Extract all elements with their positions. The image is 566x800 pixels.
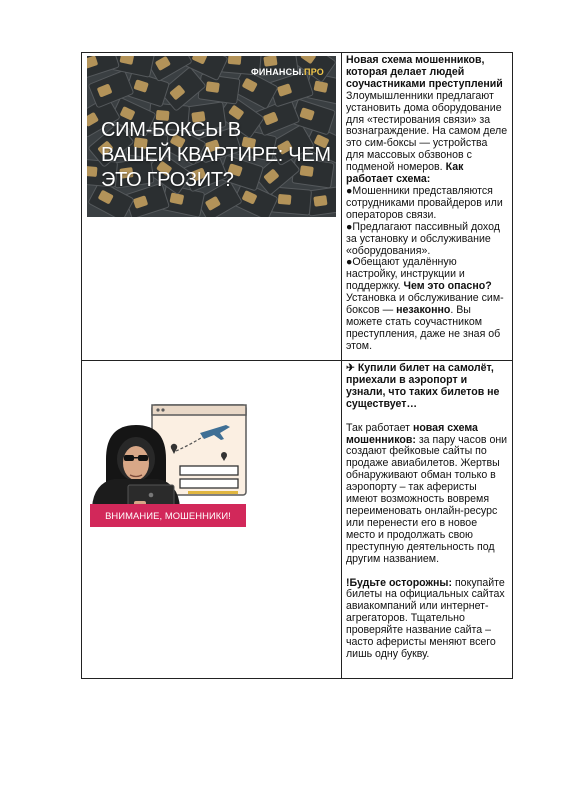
table-row (82, 53, 513, 361)
bullet-item: ●Обещают удалённую настройку, инструкции и поддержку. (346, 256, 465, 293)
sim-chip (300, 56, 316, 64)
sim-chip (119, 56, 134, 65)
scam-alert-banner: ВНИМАНИЕ, МОШЕННИКИ! (90, 504, 246, 527)
sim-chip (263, 56, 277, 67)
article-heading: Новая схема мошенников, которая делает людей соучастниками преступлений (346, 54, 503, 90)
bullet-item: ●Мошенники представляются сотрудниками провайдеров или операторов связи. (346, 184, 503, 221)
sim-chip (228, 56, 242, 65)
paragraph-bold: новая схема мошенников: (346, 421, 478, 446)
sim-chip (205, 196, 221, 211)
hacker-icon (90, 403, 250, 507)
sim-chip (155, 56, 171, 71)
paragraph-lead: Так работает (346, 421, 413, 434)
scheme-label: Как работает схема: (346, 161, 464, 186)
image-cell (82, 53, 342, 361)
sim-chip (133, 195, 148, 209)
sim-chip (97, 83, 113, 97)
sim-chip (206, 81, 220, 93)
danger-label: Чем это опасно? (403, 280, 492, 293)
danger-text: Установка и обслуживание сим-боксов — (346, 292, 504, 317)
sim-box-illustration (87, 56, 336, 217)
sim-chip (278, 194, 292, 205)
sim-chip (313, 195, 327, 207)
illustration-title (101, 118, 331, 193)
text-cell (342, 53, 513, 361)
brand-logo: ФИНАНСЫ.ПРО (250, 67, 324, 77)
bullet-item: ●Предлагают пассивный доход за установку и обслуживание «оборудования». (346, 220, 500, 257)
danger-bold: незаконно (396, 304, 451, 317)
title-line: СИМ-БОКСЫ В (101, 119, 241, 141)
sim-chip (87, 166, 98, 177)
sim-chip (169, 84, 185, 100)
image-cell (82, 361, 342, 679)
danger-text-end: . Вы можете стать соучастником преступления, даже не зная об этом. (346, 304, 501, 352)
sim-chip (277, 83, 292, 97)
sim-chip (87, 112, 99, 127)
warning-text: покупайте билеты на официальных сайтах авиакомпаний или интернет-агрегаторов. Тщательно проверяйте название сайта – часто аферисты меняют всего лишь одну букву. (346, 576, 505, 660)
title-line: ЭТО ГРОЗИТ? (101, 169, 234, 191)
article-heading: ✈ Купили билет на самолёт, приехали в аэропорт и узнали, что таких билетов не существует… (346, 362, 500, 410)
content-table (81, 52, 513, 679)
paragraph-text: за пару часов они создают фейковые сайты по продаже авиабилетов. Жертвы обнаруживают обман только в аэропорту – так аферисты имеют возможность вовремя переименовать онлайн-ресурс или перенести его в новое место и продолжать свою преступную деятельность под другим названием. (346, 433, 508, 565)
warning-label: !Будьте осторожны: (346, 576, 452, 589)
text-cell (342, 361, 513, 679)
scam-warning-illustration (90, 403, 250, 528)
intro-text: Злоумышленники предлагают установить дома оборудование для «тестирования связи» за вознаграждение. На самом деле это сим-боксы — устройства для массовых обзвонов с подменой номеров. (346, 89, 508, 174)
table-row (82, 361, 513, 679)
sim-chip (133, 79, 148, 93)
title-line: ВАШЕЙ КВАРТИРЕ: ЧЕМ (101, 144, 331, 166)
sim-chip (192, 56, 208, 65)
sim-chip (242, 78, 258, 93)
sim-chip (87, 56, 98, 69)
